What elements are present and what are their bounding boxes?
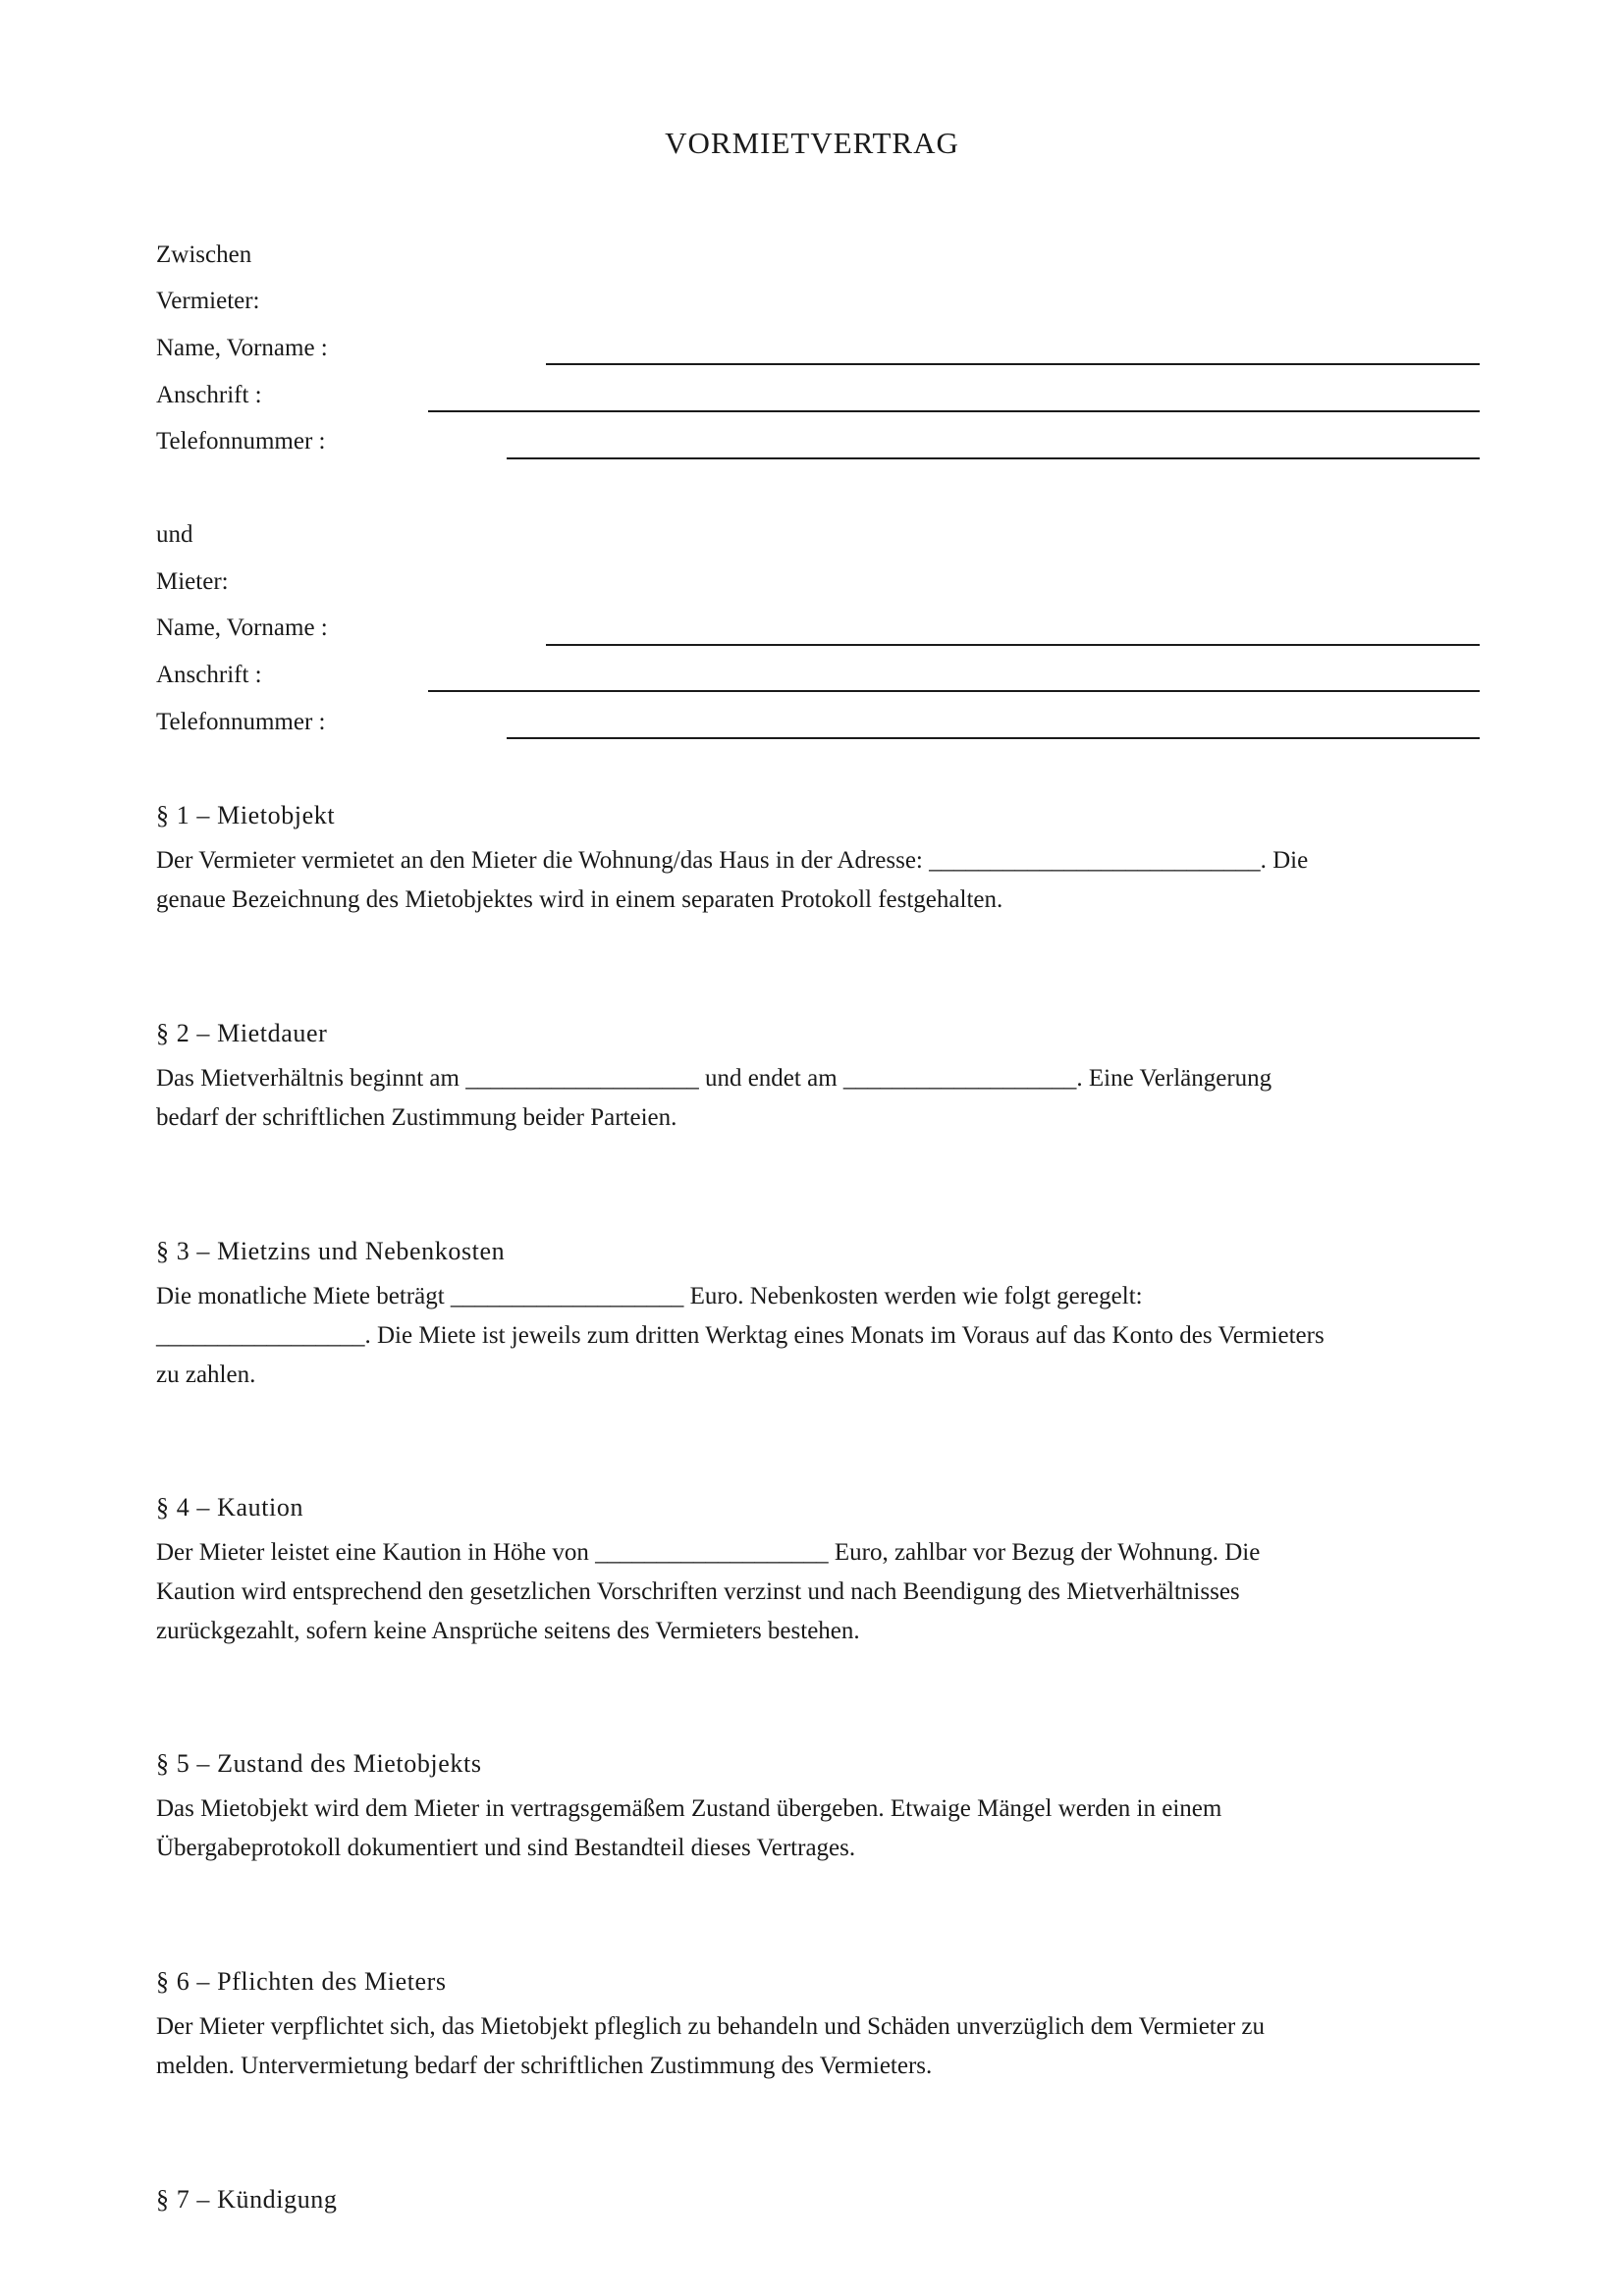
tenant-address-field[interactable] [428, 690, 1480, 692]
section-3-heading: § 3 – Mietzins und Nebenkosten [156, 1237, 506, 1265]
section-5-line: Übergabeprotokoll dokumentiert und sind Bestandteil dieses Vertrages. [156, 1835, 856, 1861]
tenant-address-label: Anschrift : [156, 662, 262, 688]
section-5-line: Das Mietobjekt wird dem Mieter in vertragsgemäßem Zustand übergeben. Etwaige Mängel werden in einem [156, 1795, 1222, 1822]
section-2-line: bedarf der schriftlichen Zustimmung beider Parteien. [156, 1104, 677, 1131]
document-title: VORMIETVERTRAG [665, 126, 959, 160]
section-3-line: _________________. Die Miete ist jeweils zum dritten Werktag eines Monats im Voraus auf das Konto des Vermieters [156, 1322, 1325, 1349]
section-6-line: melden. Untervermietung bedarf der schriftlichen Zustimmung des Vermieters. [156, 2053, 933, 2079]
landlord-label: Vermieter: [156, 288, 260, 314]
parties-intro: Zwischen [156, 241, 252, 268]
tenant-name-field[interactable] [546, 644, 1480, 646]
parties-conjunction: und [156, 521, 193, 548]
tenant-name-label: Name, Vorname : [156, 614, 328, 641]
section-4-heading: § 4 – Kaution [156, 1493, 304, 1522]
section-2-line: Das Mietverhältnis beginnt am ___________________ und endet am ___________________. Eine Verlängerung [156, 1065, 1272, 1092]
section-1-heading: § 1 – Mietobjekt [156, 801, 336, 829]
section-4-body [156, 1533, 1484, 1651]
section-6-body [156, 2007, 1484, 2086]
section-1-line: genaue Bezeichnung des Mietobjektes wird in einem separaten Protokoll festgehalten. [156, 886, 1003, 913]
section-5-body [156, 1789, 1484, 1868]
landlord-address-field[interactable] [428, 410, 1480, 412]
tenant-phone-label: Telefonnummer : [156, 709, 326, 735]
landlord-name-field[interactable] [546, 363, 1480, 365]
section-3-line: Die monatliche Miete beträgt ___________________ Euro. Nebenkosten werden wie folgt geregelt: [156, 1283, 1143, 1309]
section-4-line: Der Mieter leistet eine Kaution in Höhe von ___________________ Euro, zahlbar vor Bezug der Wohnung. Die [156, 1539, 1261, 1566]
section-2-heading: § 2 – Mietdauer [156, 1019, 328, 1047]
section-1-body [156, 841, 1484, 920]
section-2-body [156, 1059, 1484, 1138]
section-6-heading: § 6 – Pflichten des Mieters [156, 1967, 447, 1996]
tenant-label: Mieter: [156, 568, 229, 595]
section-4-line: Kaution wird entsprechend den gesetzlichen Vorschriften verzinst und nach Beendigung des Mietverhältnisses [156, 1578, 1240, 1605]
section-1-line: Der Vermieter vermietet an den Mieter die Wohnung/das Haus in der Adresse: ___________________________. Die [156, 847, 1309, 874]
section-5-heading: § 5 – Zustand des Mietobjekts [156, 1749, 482, 1778]
section-3-body [156, 1277, 1484, 1395]
landlord-address-label: Anschrift : [156, 382, 262, 408]
landlord-name-label: Name, Vorname : [156, 335, 328, 361]
section-7-heading: § 7 – Kündigung [156, 2185, 338, 2214]
tenant-phone-field[interactable] [507, 737, 1480, 739]
landlord-phone-label: Telefonnummer : [156, 428, 326, 454]
landlord-phone-field[interactable] [507, 457, 1480, 459]
section-6-line: Der Mieter verpflichtet sich, das Mietobjekt pfleglich zu behandeln und Schäden unverzüglich dem Vermieter zu [156, 2013, 1266, 2040]
section-4-line: zurückgezahlt, sofern keine Ansprüche seitens des Vermieters bestehen. [156, 1618, 860, 1644]
section-3-line: zu zahlen. [156, 1362, 256, 1388]
